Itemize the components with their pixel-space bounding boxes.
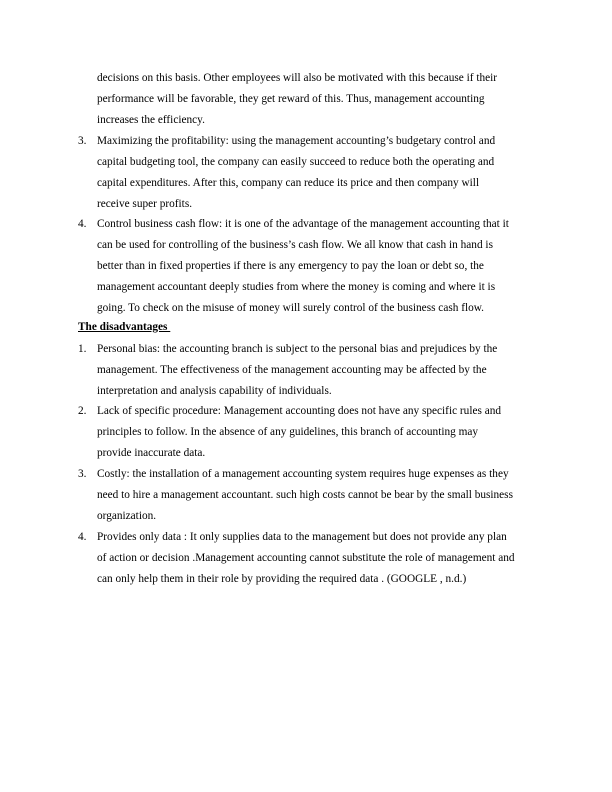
body-line: decisions on this basis. Other employees will also be motivated with this because if their (97, 72, 498, 84)
list-number: 4. (78, 218, 87, 230)
list-item-line: of action or decision .Management accounting cannot substitute the role of management and (97, 552, 515, 564)
list-item-line: Provides only data : It only supplies data to the management but does not provide any plan (97, 531, 507, 543)
list-number: 2. (78, 405, 87, 417)
list-item-line: management. The effectiveness of the management accounting may be affected by the (97, 364, 487, 376)
list-item-line: can only help them in their role by providing the required data . (GOOGLE , n.d.) (97, 573, 467, 585)
list-number: 4. (78, 531, 87, 543)
list-item-line: Personal bias: the accounting branch is subject to the personal bias and prejudices by the (97, 343, 498, 355)
list-item-line: capital expenditures. After this, company can reduce its price and then company will (97, 177, 480, 189)
list-item-line: organization. (97, 510, 157, 522)
list-number: 3. (78, 135, 87, 147)
list-item-line: capital budgeting tool, the company can easily succeed to reduce both the operating and (97, 156, 495, 168)
list-item-line: interpretation and analysis capability of individuals. (97, 385, 332, 397)
list-number: 3. (78, 468, 87, 480)
list-item-line: need to hire a management accountant. such high costs cannot be bear by the small business (97, 489, 513, 501)
section-heading: The disadvantages (78, 321, 171, 333)
list-item-line: Lack of specific procedure: Management accounting does not have any specific rules and (97, 405, 502, 417)
list-item-line: can be used for controlling of the business’s cash flow. We all know that cash in hand is (97, 239, 493, 251)
list-number: 1. (78, 343, 87, 355)
list-item-line: provide inaccurate data. (97, 447, 206, 459)
list-item-line: Costly: the installation of a management accounting system requires huge expenses as they (97, 468, 509, 480)
list-item-line: principles to follow. In the absence of any guidelines, this branch of accounting may (97, 426, 479, 438)
body-line: increases the efficiency. (97, 114, 205, 126)
list-item-line: better than in fixed properties if there is any emergency to pay the loan or debt so, the (97, 260, 484, 272)
list-item-line: Maximizing the profitability: using the management accounting’s budgetary control and (97, 135, 496, 147)
list-item-line: going. To check on the misuse of money will surely control of the business cash flow. (97, 302, 485, 314)
body-line: performance will be favorable, they get reward of this. Thus, management accounting (97, 93, 485, 105)
list-item-line: management accountant deeply studies from where the money is coming and where it is (97, 281, 496, 293)
list-item-line: Control business cash flow: it is one of the advantage of the management accounting that it (97, 218, 509, 230)
list-item-line: receive super profits. (97, 198, 193, 210)
